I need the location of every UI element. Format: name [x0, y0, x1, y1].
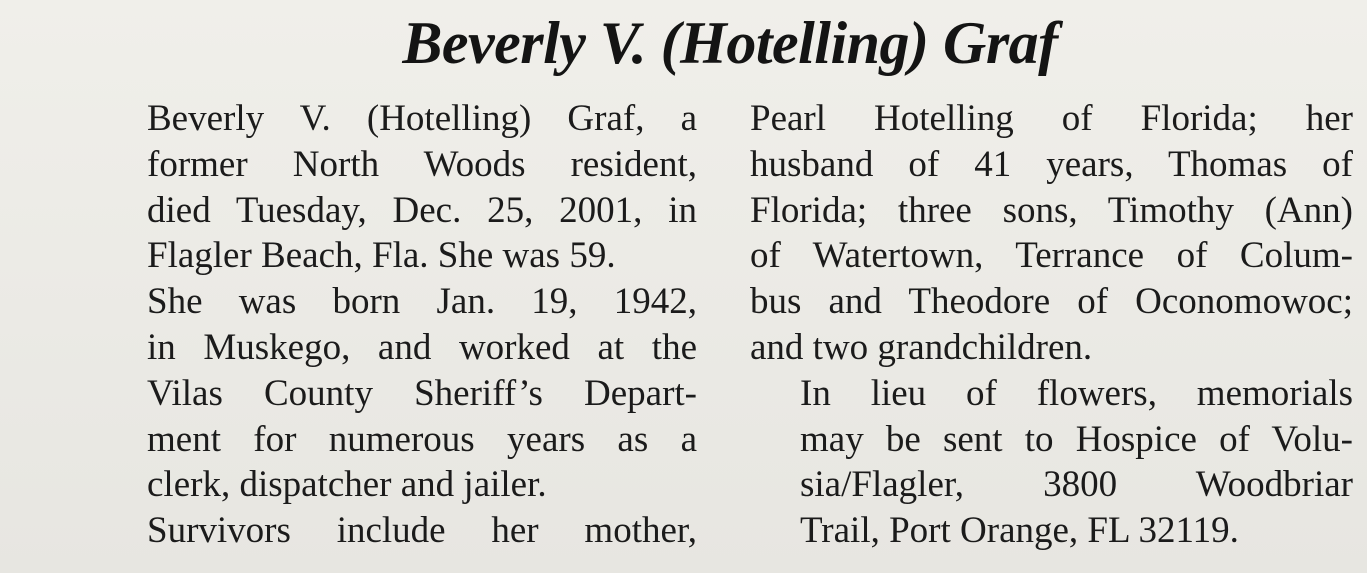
text-line: Vilas County Sheriff’s Depart-	[147, 372, 697, 414]
text-line: sia/Flagler, 3800 Woodbriar	[800, 464, 1353, 506]
text-line: Flagler Beach, Fla. She was 59.	[147, 235, 616, 277]
text-line: bus and Theodore of Oconomowoc;	[750, 281, 1353, 323]
text-line: died Tuesday, Dec. 25, 2001, in	[147, 189, 697, 231]
paragraph-memorials	[750, 371, 1353, 554]
text-line: She was born Jan. 19, 1942,	[147, 281, 697, 323]
paragraph-survivors-start	[97, 508, 697, 554]
text-line: in Muskego, and worked at the	[147, 326, 697, 368]
text-line: former North Woods resident,	[147, 143, 697, 185]
right-column	[750, 96, 1353, 554]
left-column	[97, 96, 697, 554]
text-line: may be sent to Hospice of Volu-	[800, 418, 1353, 460]
paragraph-survivors-continued	[750, 96, 1353, 371]
text-line: and two grandchildren.	[750, 326, 1093, 368]
text-line: Florida; three sons, Timothy (Ann)	[750, 189, 1353, 231]
obituary-headline: Beverly V. (Hotelling) Graf	[402, 10, 1058, 76]
text-line: Beverly V. (Hotelling) Graf, a	[147, 98, 697, 139]
text-line: ment for numerous years as a	[147, 418, 697, 460]
text-line: of Watertown, Terrance of Colum-	[750, 235, 1353, 277]
text-line: Pearl Hotelling of Florida; her	[750, 98, 1353, 139]
text-line: Survivors include her mother,	[147, 510, 697, 552]
text-line: Trail, Port Orange, FL 32119.	[800, 510, 1239, 552]
text-line: husband of 41 years, Thomas of	[750, 143, 1353, 185]
paragraph-death-notice	[97, 96, 697, 279]
text-line: In lieu of flowers, memorials	[800, 372, 1353, 414]
paragraph-biography	[97, 279, 697, 508]
text-line: clerk, dispatcher and jailer.	[147, 464, 547, 506]
